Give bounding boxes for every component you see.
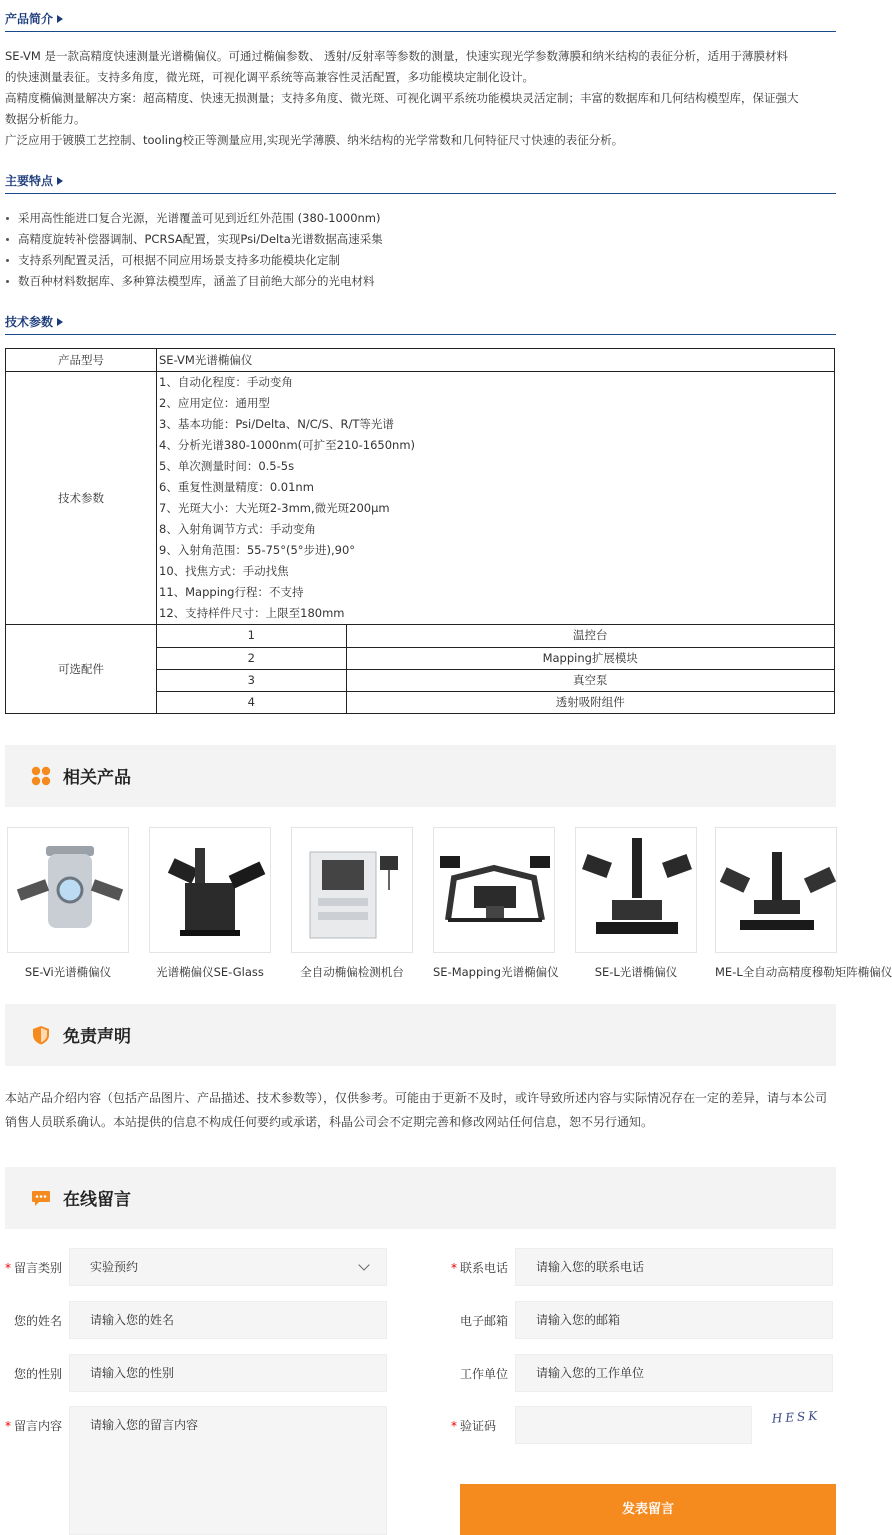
disclaimer-title: 免责声明 (63, 1027, 131, 1047)
product-name[interactable]: ME-L全自动高精度穆勒矩阵椭偏仪 (715, 965, 892, 979)
option-row (157, 625, 834, 647)
name-input[interactable]: 请输入您的姓名 (69, 1301, 387, 1339)
product-image[interactable] (433, 827, 555, 953)
email-label: 电子邮箱 (460, 1314, 509, 1328)
product-card[interactable] (433, 827, 559, 980)
options-label: 可选配件 (6, 625, 157, 714)
intro-line: SE-VM 是一款高精度快速测量光谱椭偏仪。可通过椭偏参数、 透射/反射率等参数的测量，快速实现光学参数薄膜和纳米结构的表征分析，适用于薄膜材料 (5, 49, 789, 63)
model-value: SE-VM光谱椭偏仪 (157, 349, 835, 372)
section-specs-header (5, 309, 836, 335)
product-name[interactable]: SE-L光谱椭偏仪 (594, 965, 678, 979)
feature-item: 数百种材料数据库、多种算法模型库，涵盖了目前绝大部分的光电材料 (5, 271, 837, 292)
name-label: 您的姓名 (14, 1314, 63, 1328)
required-star: * (5, 1419, 11, 1433)
option-row (157, 691, 834, 713)
message-title: 在线留言 (63, 1190, 131, 1210)
shield-icon (31, 1025, 51, 1045)
required-star: * (5, 1261, 11, 1275)
intro-line: 高精度椭偏测量解决方案：超高精度、快速无损测量；支持多角度、微光斑、可视化调平系统功能模块灵活定制；丰富的数据库和几何结构模型库，保证强大 (5, 91, 799, 105)
product-image[interactable] (149, 827, 271, 953)
param-item: 5、单次测量时间：0.5-5s (159, 459, 295, 473)
table-row (6, 372, 835, 625)
table-row (6, 349, 835, 372)
option-row (157, 669, 834, 691)
option-name: Mapping扩展模块 (346, 647, 834, 669)
gender-label: 您的性别 (14, 1367, 63, 1381)
product-card[interactable] (149, 827, 271, 980)
intro-line: 数据分析能力。 (5, 112, 86, 126)
params-label: 技术参数 (6, 372, 157, 625)
phone-label: * 联系电话 (451, 1261, 509, 1275)
option-no: 1 (157, 625, 346, 647)
captcha-input[interactable] (515, 1406, 752, 1444)
intro-line: 的快速测量表征。支持多角度，微光斑，可视化调平系统等高兼容性灵活配置，多功能模块定制化设计。 (5, 70, 534, 84)
param-item: 11、Mapping行程：不支持 (159, 585, 304, 599)
section-intro-title: 产品简介 (5, 10, 63, 27)
related-products-banner (5, 745, 836, 807)
triangle-right-icon (57, 15, 63, 23)
param-item: 12、支持样件尺寸：上限至180mm (159, 606, 345, 620)
product-card[interactable] (715, 827, 892, 980)
triangle-right-icon (57, 318, 63, 326)
product-name[interactable]: SE-Vi光谱椭偏仪 (24, 965, 112, 979)
chat-icon (31, 1188, 51, 1208)
feature-list (5, 208, 837, 292)
product-card[interactable] (291, 827, 413, 980)
product-image[interactable] (7, 827, 129, 953)
chevron-down-icon (358, 1259, 369, 1270)
section-intro-header (5, 6, 836, 32)
param-item: 4、分析光谱380-1000nm(可扩至210-1650nm) (159, 438, 416, 452)
intro-text (5, 46, 837, 151)
message-label: * 留言内容 (5, 1419, 63, 1433)
param-item: 3、基本功能：Psi/Delta、N/C/S、R/T等光谱 (159, 417, 394, 431)
table-row (6, 625, 835, 714)
option-row (157, 647, 834, 669)
product-name[interactable]: 光谱椭偏仪SE-Glass (156, 965, 264, 979)
category-label: * 留言类别 (5, 1261, 63, 1275)
phone-input[interactable]: 请输入您的联系电话 (515, 1248, 833, 1286)
product-image[interactable] (715, 827, 837, 953)
email-input[interactable]: 请输入您的邮箱 (515, 1301, 833, 1339)
feature-item: 采用高性能进口复合光源，光谱覆盖可见到近红外范围 (380-1000nm) (5, 208, 837, 229)
product-name[interactable]: 全自动椭偏检测机台 (300, 965, 404, 979)
disclaimer-text: 本站产品介绍内容（包括产品图片、产品描述、技术参数等），仅供参考。可能由于更新不及时，或许导致所述内容与实际情况存在一定的差异，请与本公司销售人员联系确认。本站提供的信息不构成任何要约或承诺，科晶公司会不定期完善和修改网站任何信息，恕不另行通知。 (5, 1091, 828, 1129)
section-specs-title: 技术参数 (5, 313, 63, 330)
category-value: 实验预约 (90, 1260, 139, 1274)
option-name: 透射吸附组件 (555, 694, 625, 709)
model-label: 产品型号 (6, 349, 157, 372)
triangle-right-icon (57, 177, 63, 185)
section-features-title: 主要特点 (5, 172, 63, 189)
options-cell (157, 625, 835, 714)
required-star: * (451, 1419, 457, 1433)
message-textarea[interactable]: 请输入您的留言内容 (69, 1406, 387, 1535)
product-card[interactable] (575, 827, 697, 980)
product-image[interactable] (575, 827, 697, 953)
company-label: 工作单位 (460, 1367, 509, 1381)
submit-button[interactable]: 发表留言 (460, 1484, 836, 1535)
param-item: 7、光斑大小：大光斑2-3mm,微光斑200μm (159, 501, 390, 515)
options-table (157, 625, 834, 713)
grid-icon (31, 766, 51, 786)
param-item: 10、找焦方式：手动找焦 (159, 564, 289, 578)
option-name: 温控台 (346, 625, 834, 647)
product-name[interactable]: SE-Mapping光谱椭偏仪 (433, 965, 559, 979)
product-image[interactable] (291, 827, 413, 953)
param-item: 1、自动化程度：手动变角 (159, 375, 293, 389)
product-card[interactable] (7, 827, 129, 980)
captcha-image[interactable]: HESK (771, 1408, 821, 1426)
spec-table (5, 348, 835, 714)
company-input[interactable]: 请输入您的工作单位 (515, 1354, 833, 1392)
intro-line: 广泛应用于镀膜工艺控制、tooling校正等测量应用,实现光学薄膜、纳米结构的光学常数和几何特征尺寸快速的表征分析。 (5, 133, 624, 147)
param-item: 9、入射角范围：55-75°(5°步进),90° (159, 543, 356, 557)
gender-input[interactable]: 请输入您的性别 (69, 1354, 387, 1392)
option-no: 4 (157, 691, 346, 713)
message-banner (5, 1167, 836, 1229)
related-products-title: 相关产品 (63, 768, 131, 788)
param-item: 8、入射角调节方式：手动变角 (159, 522, 316, 536)
option-name: 真空泵 (346, 669, 834, 691)
category-select[interactable] (69, 1248, 387, 1286)
param-item: 2、应用定位：通用型 (159, 396, 270, 410)
captcha-label: * 验证码 (451, 1419, 497, 1433)
option-no: 2 (157, 647, 346, 669)
feature-item: 高精度旋转补偿器调制、PCRSA配置，实现Psi/Delta光谱数据高速采集 (5, 229, 837, 250)
required-star: * (451, 1261, 457, 1275)
params-list (157, 372, 835, 625)
param-item: 6、重复性测量精度：0.01nm (159, 480, 314, 494)
disclaimer-banner (5, 1004, 836, 1066)
option-no: 3 (157, 669, 346, 691)
feature-item: 支持系列配置灵活，可根据不同应用场景支持多功能模块化定制 (5, 250, 837, 271)
section-features-header (5, 168, 836, 194)
